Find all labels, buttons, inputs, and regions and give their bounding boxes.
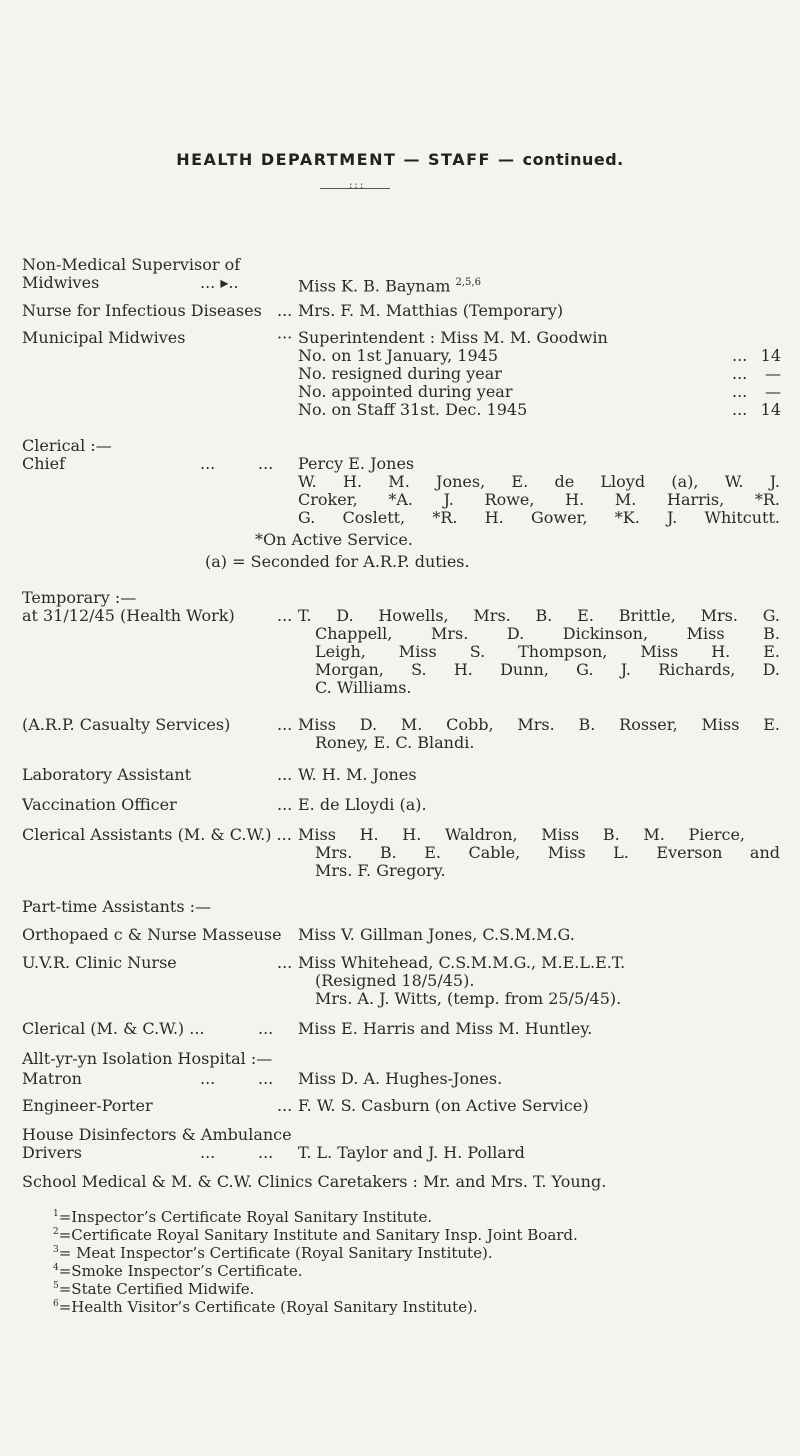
- footnote: $^3$= Meat Inspector’s Certificate (Royal Sanitary Institute).: [53, 1244, 493, 1262]
- clerical-dots: ...: [200, 454, 216, 473]
- nurse-infectious-label: Nurse for Infectious Diseases: [22, 301, 262, 320]
- clerical-staff-line: G. Coslett, *R. H. Gower, *K. J. Whitcutt.: [298, 508, 780, 527]
- temporary-health-line: Morgan, S. H. Dunn, G. J. Richards, D.: [315, 660, 780, 679]
- parttime-clerical-name: Miss E. Harris and Miss M. Huntley.: [298, 1019, 593, 1038]
- temporary-health-line: Leigh, Miss S. Thompson, Miss H. E.: [315, 642, 780, 661]
- temporary-health-label: at 31/12/45 (Health Work): [22, 606, 235, 625]
- temporary-dots: ...: [277, 606, 293, 625]
- supervisor-label-1: Non-Medical Supervisor of: [22, 255, 241, 274]
- heading-main: HEALTH DEPARTMENT — STAFF —: [176, 150, 523, 169]
- disinfectors-dots: ...: [200, 1143, 216, 1162]
- supervisor-qualifications: 2,5,6: [455, 277, 481, 288]
- midwives-row-dots: ...: [732, 400, 748, 419]
- ortho-name: Miss V. Gillman Jones, C.S.M.M.G.: [298, 925, 575, 944]
- matron-name: Miss D. A. Hughes-Jones.: [298, 1069, 503, 1088]
- lab-label: Laboratory Assistant: [22, 765, 192, 784]
- midwives-superintendent: Superintendent : Miss M. M. Goodwin: [298, 328, 608, 347]
- engineer-name: F. W. S. Casburn (on Active Service): [298, 1096, 589, 1115]
- matron-label: Matron: [22, 1069, 82, 1088]
- clerical-assistants-label: Clerical Assistants (M. & C.W.) ...: [22, 825, 292, 844]
- disinfectors-names: T. L. Taylor and J. H. Pollard: [298, 1143, 525, 1162]
- midwives-row-dots: ...: [732, 346, 748, 365]
- lab-name: W. H. M. Jones: [298, 765, 417, 784]
- footnote: $^1$=Inspector’s Certificate Royal Sanitary Institute.: [53, 1208, 433, 1226]
- active-service-note: *On Active Service.: [255, 530, 413, 549]
- clerical-label: Clerical :—: [22, 436, 112, 455]
- parttime-clerical-label: Clerical (M. & C.W.) ...: [22, 1019, 205, 1038]
- vaccination-name: E. de Lloydi (a).: [298, 795, 427, 814]
- uvr-dots: ...: [277, 953, 293, 972]
- midwives-row-value: —: [765, 382, 781, 401]
- supervisor-dots: ... ▸..: [200, 273, 239, 292]
- caretakers-line: School Medical & M. & C.W. Clinics Caretakers : Mr. and Mrs. T. Young.: [22, 1172, 607, 1191]
- disinfectors-label-2: Drivers: [22, 1143, 82, 1162]
- clerical-assistants-line: Mrs. F. Gregory.: [315, 861, 446, 880]
- arp-line: Miss D. M. Cobb, Mrs. B. Rosser, Miss E.: [298, 715, 780, 734]
- arp-label: (A.R.P. Casualty Services): [22, 715, 231, 734]
- temporary-health-line: C. Williams.: [315, 678, 412, 697]
- footnote: $^5$=State Certified Midwife.: [53, 1280, 255, 1298]
- midwives-row-dots: ...: [732, 364, 748, 383]
- uvr-line: Mrs. A. J. Witts, (temp. from 25/5/45).: [315, 989, 622, 1008]
- supervisor-name: Miss K. B. Baynam $^{2,5,6}$: [298, 276, 481, 296]
- midwives-dots: ···: [277, 328, 293, 347]
- temporary-health-line: T. D. Howells, Mrs. B. E. Brittle, Mrs. G.: [298, 606, 780, 625]
- isolation-label: Allt-yr-yn Isolation Hospital :—: [22, 1049, 273, 1068]
- parttime-clerical-dots: ...: [258, 1019, 274, 1038]
- supervisor-label-2: Midwives: [22, 273, 100, 292]
- matron-dots: ...: [200, 1069, 216, 1088]
- parttime-label: Part-time Assistants :—: [22, 897, 212, 916]
- clerical-assistants-line: Miss H. H. Waldron, Miss B. M. Pierce,: [298, 825, 745, 844]
- footnote: $^4$=Smoke Inspector’s Certificate.: [53, 1262, 303, 1280]
- arp-line: Roney, E. C. Blandi.: [315, 733, 475, 752]
- clerical-chief-label: Chief: [22, 454, 66, 473]
- midwives-row-label: No. on 1st January, 1945: [298, 346, 499, 365]
- seconded-note: (a) = Seconded for A.R.P. duties.: [205, 552, 470, 571]
- uvr-line: Miss Whitehead, C.S.M.M.G., M.E.L.E.T.: [298, 953, 626, 972]
- page-heading: [0, 150, 800, 169]
- engineer-dots: ...: [277, 1096, 293, 1115]
- midwives-row-label: No. on Staff 31st. Dec. 1945: [298, 400, 528, 419]
- midwives-row-label: No. resigned during year: [298, 364, 502, 383]
- clerical-chief-name: Percy E. Jones: [298, 454, 415, 473]
- nurse-infectious-name: Mrs. F. M. Matthias (Temporary): [298, 301, 564, 320]
- divider-mark: :::: [348, 181, 365, 191]
- clerical-dots-2: ...: [258, 454, 274, 473]
- footnote: $^6$=Health Visitor’s Certificate (Royal Sanitary Institute).: [53, 1298, 478, 1316]
- disinfectors-dots-2: ...: [258, 1143, 274, 1162]
- engineer-label: Engineer-Porter: [22, 1096, 153, 1115]
- section-divider: [320, 181, 390, 191]
- midwives-row-value: —: [765, 364, 781, 383]
- midwives-row-value: 14: [760, 400, 781, 419]
- clerical-staff-line: W. H. M. Jones, E. de Lloyd (a), W. J.: [298, 472, 780, 491]
- arp-dots: ...: [277, 715, 293, 734]
- matron-dots-2: ...: [258, 1069, 274, 1088]
- temporary-health-line: Chappell, Mrs. D. Dickinson, Miss B.: [315, 624, 780, 643]
- midwives-label: Municipal Midwives: [22, 328, 186, 347]
- uvr-label: U.V.R. Clinic Nurse: [22, 953, 177, 972]
- midwives-row-label: No. appointed during year: [298, 382, 513, 401]
- disinfectors-label-1: House Disinfectors & Ambulance: [22, 1125, 292, 1144]
- vaccination-label: Vaccination Officer: [22, 795, 177, 814]
- vaccination-dots: ...: [277, 795, 293, 814]
- midwives-row-dots: ...: [732, 382, 748, 401]
- lab-dots: ...: [277, 765, 293, 784]
- clerical-assistants-line: Mrs. B. E. Cable, Miss L. Everson and: [315, 843, 780, 862]
- nurse-infectious-dots: ...: [277, 301, 293, 320]
- midwives-row-value: 14: [760, 346, 781, 365]
- clerical-staff-line: Croker, *A. J. Rowe, H. M. Harris, *R.: [298, 490, 780, 509]
- ortho-label: Orthopaed c & Nurse Masseuse: [22, 925, 282, 944]
- temporary-label: Temporary :—: [22, 588, 137, 607]
- heading-continued: continued.: [522, 150, 624, 169]
- uvr-line: (Resigned 18/5/45).: [315, 971, 475, 990]
- footnote: $^2$=Certificate Royal Sanitary Institute and Sanitary Insp. Joint Board.: [53, 1226, 578, 1244]
